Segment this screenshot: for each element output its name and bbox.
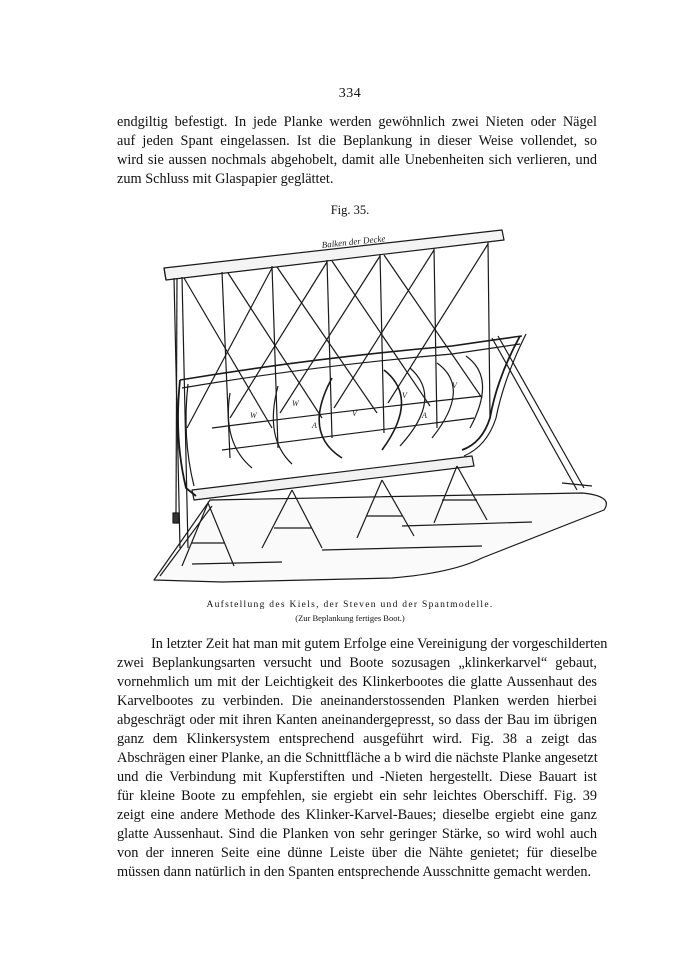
frame-letter: V: [402, 391, 407, 400]
frame-letter: W: [292, 399, 299, 408]
text-line: wird sie aussen nochmals abgehobelt, damit alle Unebenheiten sich verlieren, und: [117, 152, 597, 168]
text-line: Karvelbootes zu verbinden. Die aneinanderstossenden Planken werden hierbei: [117, 693, 597, 709]
paragraph-1: [117, 113, 597, 189]
handwritten-beam-label: Balken der Decke: [321, 233, 386, 250]
text-line: und die Verbindung mit Kupferstiften und -Nieten hergestellt. Diese Bauart ist: [117, 769, 597, 785]
page-number: 334: [338, 86, 362, 101]
frame-letter: A: [422, 411, 427, 420]
text-line: zeigt eine andere Methode des Klinker-Karvel-Baues; dieselbe ergiebt eine ganz: [117, 807, 597, 823]
paragraph-2: [117, 635, 608, 882]
figure-boat-frame-illustration: [152, 228, 612, 588]
text-line: zum Schluss mit Glaspapier geglättet.: [117, 171, 334, 187]
text-line: vornehmlich um mit der Leichtigkeit des Klinkerbootes die glatte Aussenhaut des: [117, 674, 597, 690]
text-line: abgeschrägt oder mit ihren Kanten aneinandergepresst, so dass der Bau im übrigen: [117, 712, 597, 728]
text-line: In letzter Zeit hat man mit gutem Erfolge eine Vereinigung der vorgeschilderten: [151, 636, 608, 652]
text-line: für kleine Boote zu empfehlen, sie ergiebt ein sehr leichtes Oberschiff. Fig. 39: [117, 788, 597, 804]
frame-letter: A: [312, 421, 317, 430]
text-line: auf jeden Spant eingelassen. Ist die Beplankung in dieser Weise vollendet, so: [117, 133, 597, 149]
text-line: ganz dem Klinkersystem entsprechend ausgeführt wird. Fig. 38 a zeigt das: [117, 731, 597, 747]
text-line: von der inneren Seite eine dünne Leiste über die Nähte genietet; für dieselbe: [117, 845, 597, 861]
text-line: endgiltig befestigt. In jede Planke werden gewöhnlich zwei Nieten oder Nägel: [117, 114, 597, 130]
text-line: müssen dann natürlich in den Spanten entsprechende Ausschnitte gemacht werden.: [117, 864, 592, 880]
figure-caption-note: (Zur Beplankung fertiges Boot.): [295, 613, 405, 623]
frame-letter: V: [452, 381, 457, 390]
boat-frame-drawing: [152, 228, 612, 588]
frame-letter: W: [250, 411, 257, 420]
frame-letter: V: [352, 409, 357, 418]
figure-caption: Aufstellung des Kiels, der Steven und der Spantmodelle.: [206, 600, 494, 610]
text-line: Abschrägen einer Planke, an die Schnittfläche a b wird die nächste Planke angesetzt: [117, 750, 598, 766]
figure-label: Fig. 35.: [330, 203, 370, 217]
text-line: glatte Aussenhaut. Sind die Planken von sehr geringer Stärke, so wird wohl auch: [117, 826, 597, 842]
text-line: zwei Beplankungsarten versucht und Boote sozusagen „klinkerkarvel“ gebaut,: [117, 655, 597, 671]
